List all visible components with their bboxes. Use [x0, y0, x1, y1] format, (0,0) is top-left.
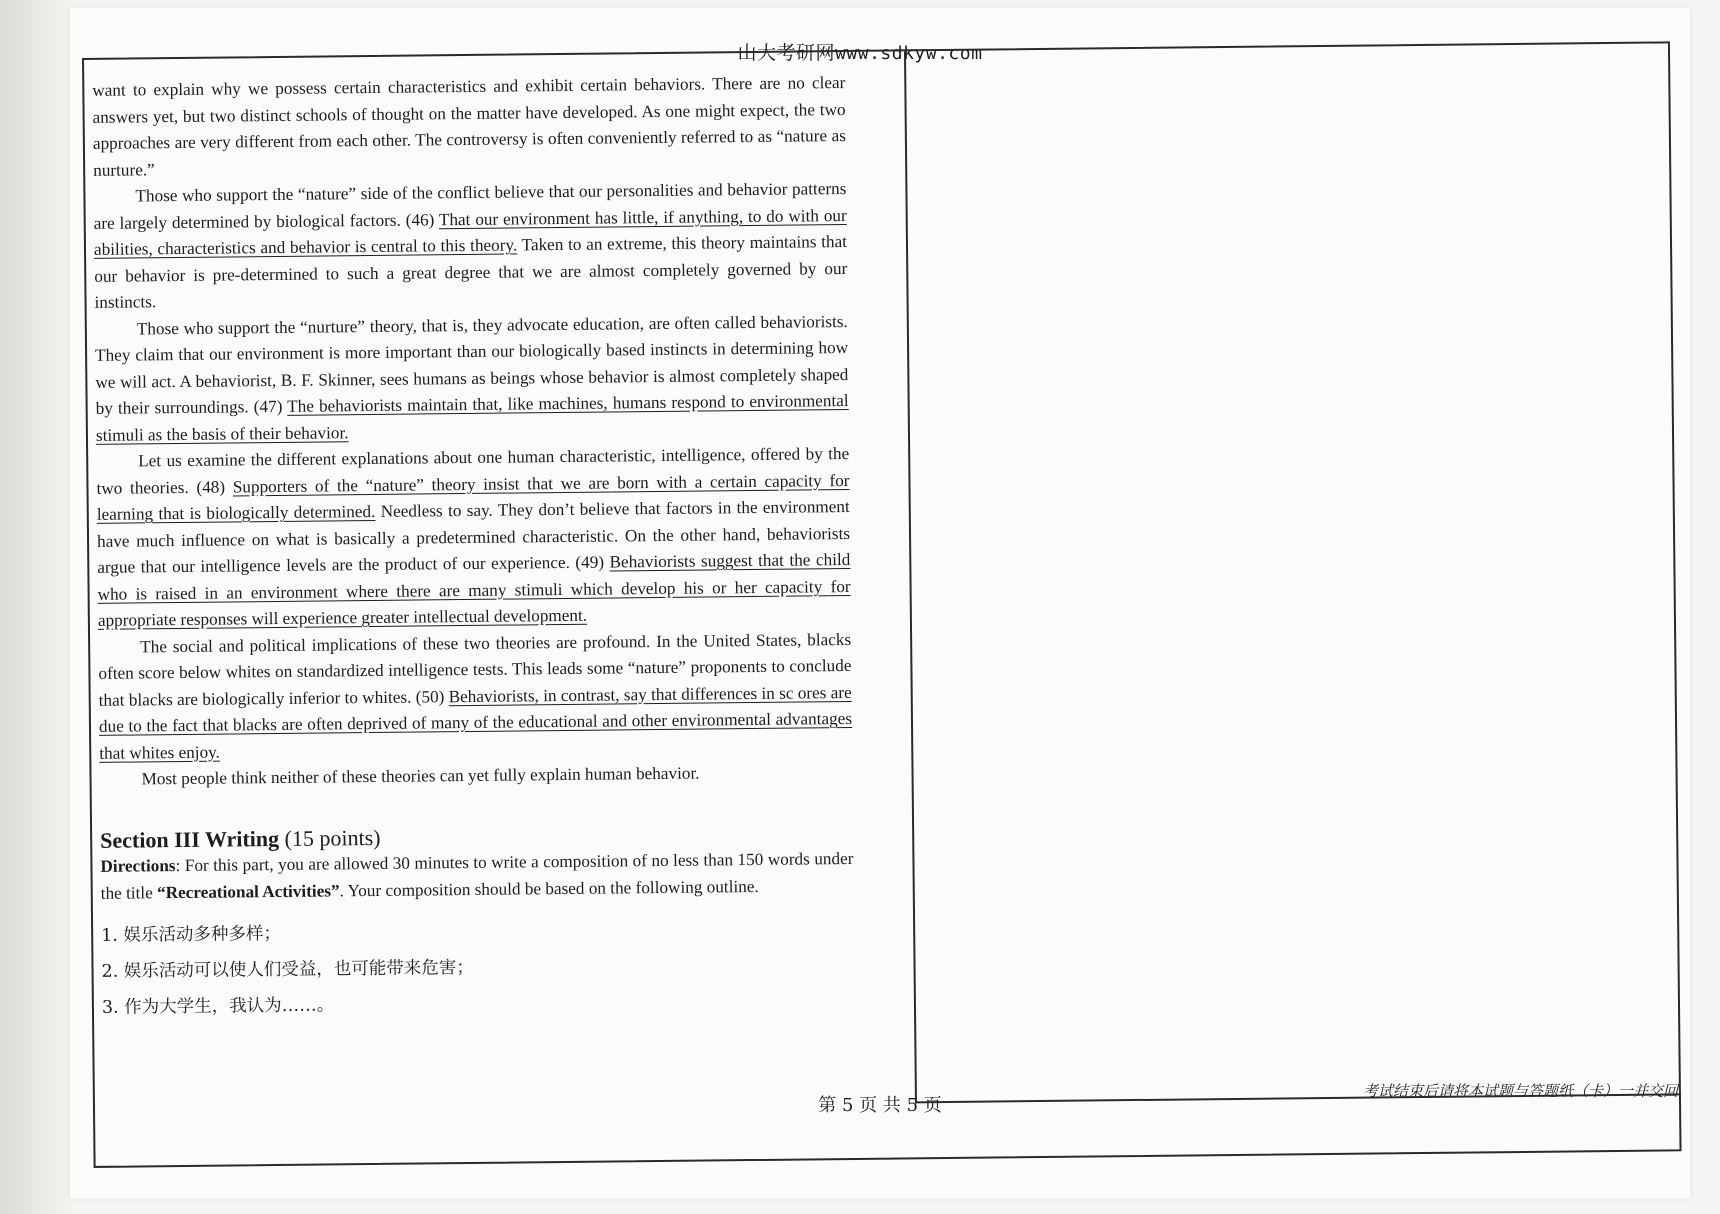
page-fold-shadow [0, 0, 70, 1214]
writing-directions [100, 846, 854, 907]
passage-paragraph [93, 176, 847, 316]
passage-text: Taken to an extreme, this theory maintains that our behavior is pre-determined to such a great degree that we are almost completely governed by our instincts. [94, 232, 848, 312]
passage-text: Those who support the “nature” side of the conflict believe that our personalities and behavior patterns are largely determined by biological factors. (46) [93, 179, 847, 233]
passage-text: Needless to say. They don’t believe that factors in the environment have much influence on what is basically a predetermined characteristic. On the other hand, behaviorists argue that our intelligence levels are the product of our experience. (49) [96, 496, 851, 577]
passage-paragraph [96, 441, 851, 634]
section-points: (15 points) [284, 824, 381, 851]
passage-paragraph [98, 626, 852, 766]
translation-sentence-50: Behaviorists, in contrast, say that differences in sc ores are due to the fact that blacks are often deprived of many of the educational and other environmental advantages that whites enjoy. [98, 682, 853, 763]
translation-sentence-47: The behaviorists maintain that, like machines, humans respond to environmental stimuli as the basis of their behavior. [95, 390, 849, 445]
passage-text: The social and political implications of these two theories are profound. In the United States, blacks often score below whites on standardized intelligence tests. This leads some “nature” proponents to conclude that blacks are biologically inferior to whites. (50) [98, 629, 852, 710]
passage-text: Those who support the “nurture” theory, that is, they advocate education, are often called behaviorists. They claim that our environment is more important than our biologically based instincts in determining how we will act. A behaviorist, B. F. Skinner, sees humans as beings whose behavior is almost completely shaped by their surroundings. (47) [95, 311, 849, 418]
composition-title: “Recreational Activities” [156, 880, 340, 902]
header-site-url: www.sdkyw.com [835, 43, 983, 64]
outline-item: 1. 娱乐活动多种多样； [101, 923, 282, 946]
directions-label: Directions [100, 856, 176, 876]
outline-item: 2. 娱乐活动可以使人们受益，也可能带来危害； [101, 957, 474, 982]
writing-outline [101, 913, 855, 1024]
page-number: 第 5 页 共 5 页 [818, 1095, 942, 1116]
passage-text: Let us examine the different explanations about one human characteristic, intelligence, offered by the two theories. (48) [96, 443, 850, 498]
passage-paragraph: Most people think neither of these theories can yet fully explain human behavior. [141, 763, 700, 789]
directions-text: . Your composition should be based on the following outline. [339, 876, 759, 900]
passage-paragraph: want to explain why we possess certain characteristics and exhibit certain behaviors. There are no clear answers yet, but two distinct schools of thought on the matter have developed. As one might expect, the two approaches are very different from each other. The controversy is often conveniently referred to as “nature as nurture.” [92, 73, 846, 180]
translation-sentence-46: That our environment has little, if anything, to do with our abilities, characteristics and behavior is central to this theory. [93, 205, 847, 259]
directions-text: : For this part, you are allowed 30 minutes to write a composition of no less than 150 words under the title [100, 848, 854, 903]
footer-note: 考试结束后请将本试题与答题纸（卡）一并交回 [1362, 1082, 1678, 1100]
passage-paragraph [95, 308, 849, 448]
answer-box-empty [904, 43, 1681, 1103]
reading-passage-column [84, 70, 869, 1024]
header-site-name: 山大考研网 [737, 43, 836, 64]
section-title-text: Section III Writing [100, 825, 280, 853]
translation-sentence-49: Behaviorists suggest that the child who is raised in an environment where there are many stimuli which develop his or her capacity for appropriate responses will experience greater intellectual development. [97, 549, 851, 630]
content-frame [82, 41, 1682, 1168]
translation-sentence-48: Supporters of the “nature” theory insist that we are born with a certain capacity for learning that is biologically determined. [96, 470, 850, 524]
outline-item: 3. 作为大学生，我认为……。 [101, 995, 335, 1018]
